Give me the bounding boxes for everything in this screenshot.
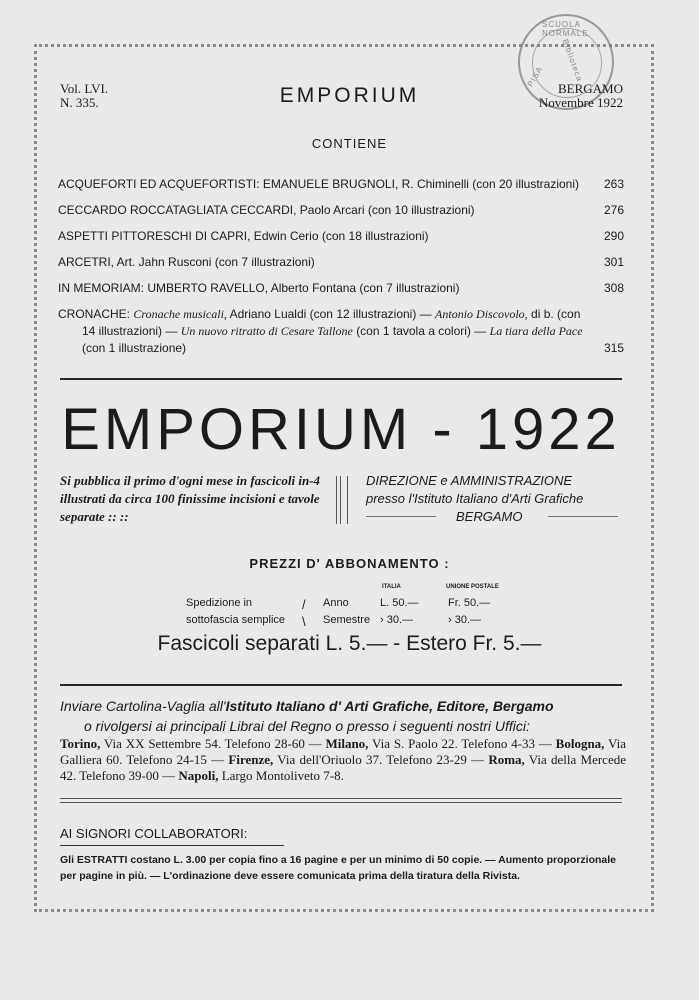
direction-line2: presso l'Istituto Italiano d'Arti Grafiche [366, 491, 584, 506]
office-city: Firenze, [228, 752, 274, 767]
toc-entry-text: ARCETRI, Art. Jahn Rusconi (con 7 illustrazioni) [58, 255, 315, 269]
stamp-text-mid: Biblioteca [560, 37, 585, 84]
contents-heading: CONTIENE [311, 136, 388, 151]
office-address: Via dell'Oriuolo 37. Telefono 23-29 — [277, 752, 485, 767]
city: BERGAMO [557, 81, 623, 96]
place-date [539, 82, 623, 110]
cronache-part: Cronache musicali, [133, 307, 227, 321]
direction-line3: BERGAMO [456, 509, 523, 524]
cronache-part: Antonio Discovolo, [435, 307, 528, 321]
price-period: Semestre [323, 614, 371, 626]
order-text: o rivolgersi ai principali Librai del Regno o presso i seguenti nostri Uffici: [84, 718, 530, 734]
office-city: Roma, [488, 752, 525, 767]
issue-number: N. 335. [60, 95, 99, 110]
toc-item [58, 254, 624, 271]
col-header-italia: ITALIA [382, 584, 401, 590]
cronache-part: (con 1 illustrazione) [82, 341, 187, 355]
price-label: sottofascia semplice [186, 614, 286, 626]
cronache-part: La tiara della Pace [489, 324, 583, 338]
prices-heading: PREZZI D' ABBONAMENTO : [249, 556, 450, 571]
table-of-contents [58, 176, 624, 366]
office-address: Via XX Settembre 54. Telefono 28-60 — [103, 736, 322, 751]
big-title: EMPORIUM - 1922 [61, 397, 621, 462]
toc-item [58, 228, 624, 245]
price-italia-anno: L. 50.— [380, 597, 419, 609]
cronache-part: di b. (con 14 illustrazioni) — [82, 307, 581, 338]
toc-entry-text: IN MEMORIAM: UMBERTO RAVELLO, Alberto Fontana (con 7 illustrazioni) [58, 281, 460, 295]
cronache-part: (con 1 tavola a colori) — [356, 324, 487, 338]
office-address: Via S. Paolo 22. Telefono 4-33 — [372, 736, 552, 751]
brace-top: / [302, 597, 306, 612]
masthead-title: EMPORIUM [279, 84, 420, 107]
office-city: Bologna, [555, 736, 605, 751]
toc-item [58, 280, 624, 297]
order-instructions [60, 696, 626, 736]
toc-entry-text: CECCARDO ROCCATAGLIATA CECCARDI, Paolo Arcari (con 10 illustrazioni) [58, 203, 475, 217]
collaborators-heading: AI SIGNORI COLLABORATORI: [60, 826, 248, 841]
collaborators-note: Gli ESTRATTI costano L. 3.00 per copia fino a 16 pagine e per un minimo di 50 copie. — Aumento proporzionale per pagine in più. — L'ordinazione deve essere comunicata prima della tiratura della Rivista. [60, 854, 617, 882]
toc-entry-text: ASPETTI PITTORESCHI DI CAPRI, Edwin Cerio (con 18 illustrazioni) [58, 229, 429, 243]
brace-bottom: \ [302, 614, 306, 629]
office-city: Napoli, [178, 768, 219, 783]
toc-item-cronache [58, 306, 624, 357]
vertical-divider [340, 476, 343, 524]
order-text: Inviare Cartolina-Vaglia all' [60, 698, 226, 714]
cronache-part: Adriano Lualdi (con 12 illustrazioni) — [229, 307, 432, 321]
cronache-lead: CRONACHE: [58, 307, 131, 321]
stamp-text-top: SCUOLA NORMALE [542, 20, 589, 38]
direction-line1: DIREZIONE e AMMINISTRAZIONE [366, 473, 573, 488]
heading-underline [60, 845, 284, 846]
divider [548, 516, 618, 517]
office-address: Via della Mercede 42. Telefono 39-00 — [60, 752, 626, 783]
toc-entry-text: ACQUEFORTI ED ACQUEFORTISTI: EMANUELE BRUGNOLI, R. Chiminelli (con 20 illustrazioni) [58, 177, 580, 191]
office-address: Via Galliera 60. Telefono 24-15 — [60, 736, 626, 767]
price-label: Spedizione in [186, 597, 253, 609]
divider [60, 378, 622, 380]
price-unione-anno: Fr. 50.— [448, 597, 491, 609]
publisher-name: Istituto Italiano d' Arti Grafiche, Editore, Bergamo [225, 698, 554, 714]
price-unione-semestre: › 30.— [448, 614, 482, 626]
divider [60, 684, 622, 686]
toc-page-number: 308 [603, 281, 624, 295]
double-divider [60, 798, 622, 803]
toc-page-number: 290 [603, 229, 624, 243]
volume-number: Vol. LVI. [60, 81, 109, 96]
office-address: Largo Montoliveto 7-8. [221, 768, 344, 783]
toc-page-number: 315 [603, 341, 624, 355]
office-city: Torino, [60, 736, 101, 751]
office-city: Milano, [325, 736, 369, 751]
toc-entry-text [58, 306, 624, 357]
stamp-text-bottom: PISA [525, 64, 545, 89]
publication-info: Si pubblica il primo d'ogni mese in fascicoli in-4 illustrati da circa 100 finissime incisioni e tavole separate :: :: [60, 473, 321, 524]
divider [366, 516, 436, 517]
cronache-part: Un nuovo ritratto di Cesare Tallone [180, 324, 353, 338]
price-italia-semestre: › 30.— [380, 614, 414, 626]
toc-page-number: 301 [603, 255, 624, 269]
single-issue-price: Fascicoli separati L. 5.— - Estero Fr. 5.— [157, 632, 542, 655]
offices-list [60, 736, 626, 784]
toc-item [58, 202, 624, 219]
toc-page-number: 263 [603, 177, 624, 191]
toc-item [58, 176, 624, 193]
toc-page-number: 276 [603, 203, 624, 217]
issue-date: Novembre 1922 [538, 95, 623, 110]
col-header-unione: UNIONE POSTALE [446, 584, 499, 590]
price-period: Anno [323, 597, 349, 609]
direction-block [366, 472, 583, 526]
